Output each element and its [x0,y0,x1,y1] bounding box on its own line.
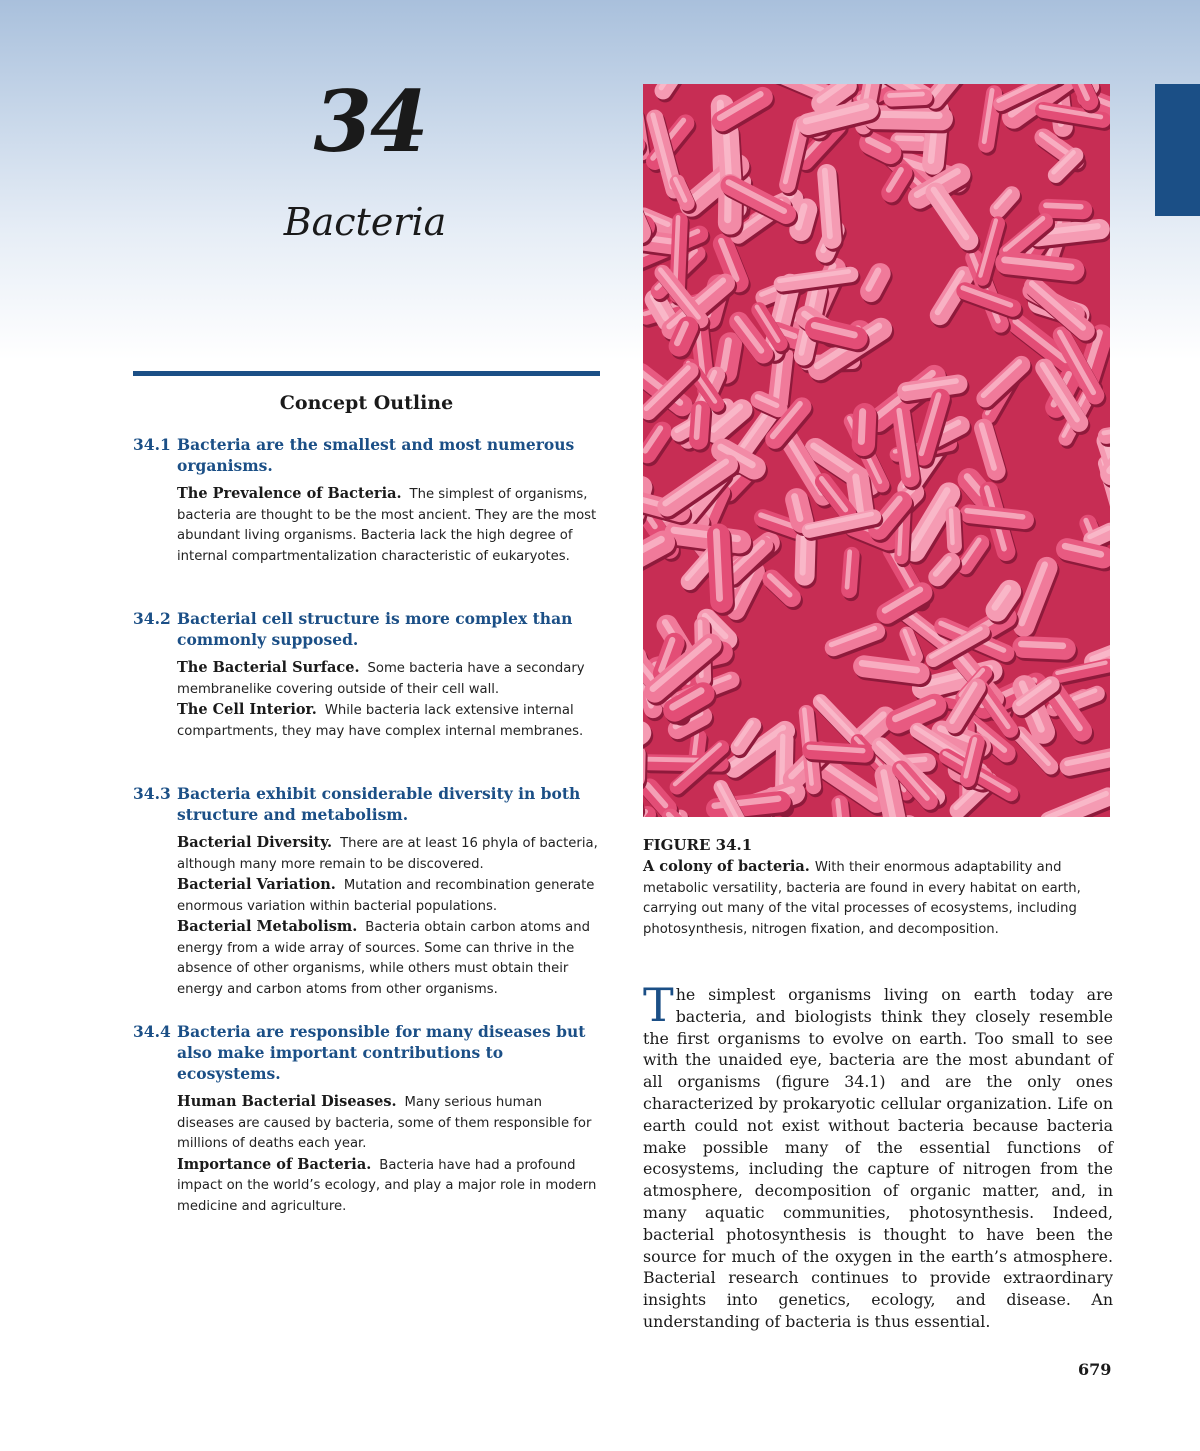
entry-heading: The Bacterial Surface. [177,659,360,676]
outline-section-34-1 [133,434,603,567]
bacterium-highlight [1021,644,1063,646]
bacterium-highlight [872,114,939,115]
bacterium-highlight [861,412,862,442]
concept-outline-heading: Concept Outline [279,392,454,414]
section-number: 34.3 [133,784,171,803]
section-title: Bacteria are the smallest and most numerous organisms. [177,435,575,475]
entry-text: Bacteria have had a profound impact on the world’s ecology, and play a major role in modern medicine and agriculture. [177,1157,597,1214]
entry-text: There are at least 16 phyla of bacteria, although many more remain to be discovered. [177,836,598,872]
entry-text: Many serious human diseases are caused by bacteria, some of them responsible for millions of deaths each year. [177,1095,592,1151]
bacterium-highlight [897,138,921,139]
entry-heading: Human Bacterial Diseases. [177,1093,397,1110]
outline-section-34-2 [133,608,603,742]
outline-entry [177,700,603,742]
intro-paragraph [643,978,1113,1333]
bacterium-highlight [697,407,699,437]
drop-cap: T [643,978,674,1032]
chapter-side-tab [1155,84,1200,216]
bacterium-highlight [1046,205,1081,207]
bacterium-highlight [803,536,804,573]
section-number: 34.4 [133,1022,171,1041]
section-heading [133,608,603,650]
section-number: 34.1 [133,435,171,454]
bacterium-highlight [724,341,729,369]
bacteria-colony-photo [643,84,1110,817]
entry-text: Some bacteria have a secondary membranelike covering outside of their cell wall. [177,661,585,697]
bacterium-highlight [951,511,953,543]
bacterium-highlight [847,552,850,587]
figure-caption [643,857,1113,940]
outline-entry [177,875,603,917]
bacterium-highlight [856,477,861,511]
bacterium-highlight [809,747,863,750]
entry-heading: Bacterial Variation. [177,876,336,893]
outline-entry [177,917,603,1000]
outline-entry [177,1092,603,1155]
outline-entry [177,658,603,700]
outline-entry [177,484,603,567]
section-heading [133,434,603,476]
entry-heading: Importance of Bacteria. [177,1155,372,1173]
section-number: 34.2 [133,609,171,628]
outline-rule [133,371,600,376]
section-title: Bacteria exhibit considerable diversity in both structure and metabolism. [177,784,581,824]
entry-text: Bacteria obtain carbon atoms and energy from a wide array of sources. Some can thrive in the absence of other organisms, while others must obtain their energy and carbon atoms from other organisms. [177,920,590,997]
paragraph-text: he simplest organisms living on earth today are bacteria, and biologists think they closely resemble the first organisms to evolve on earth. Too small to see with the unaided eye, bacteria are the most abundant of all organisms (figure 34.1) and are the only ones characterized by prokaryotic cellular organization. Life on earth could not exist without bacteria because bacteria make possible many of the essential functions of ecosystems, including the capture of nitrogen from the atmosphere, decomposition of organic matter, and, in many aquatic communities, photosynthesis. Indeed, bacterial photosynthesis is thought to have been the source for much of the oxygen in the earth’s atmosphere. Bacterial research continues to provide extraordinary insights into genetics, ecology, and disease. An understanding of bacteria is thus essential. [643,985,1113,1331]
chapter-number: 34 [313,72,427,171]
entry-heading: The Prevalence of Bacteria. [177,485,402,502]
figure-label: FIGURE 34.1 [643,836,753,854]
entry-heading: Bacterial Metabolism. [177,918,358,935]
bacterium-highlight [890,94,923,95]
caption-text: With their enormous adaptability and metabolic versatility, bacteria are found in every habitat on earth, carrying out many of the vital processes of ecosystems, including photosynthesis, nitrogen fixation, and decomposition. [643,860,1081,937]
bacteria-illustration [643,84,1110,817]
entry-heading: The Cell Interior. [177,701,317,718]
outline-entry [177,1155,603,1218]
outline-section-34-4 [133,1021,603,1217]
bacterium-highlight [726,129,729,175]
section-heading [133,783,603,825]
page-number: 679 [1078,1360,1112,1379]
entry-text: The simplest of organisms, bacteria are thought to be the most ancient. They are the most abundant living organisms. Bacteria lack the high degree of internal compartmentalization characteristic of eukaryotes. [177,487,597,564]
bacterium-highlight [716,532,719,599]
chapter-title: Bacteria [283,200,447,244]
section-heading [133,1021,603,1084]
section-title: Bacterial cell structure is more complex than commonly supposed. [177,609,573,649]
outline-section-34-3 [133,783,603,1000]
entry-heading: Bacterial Diversity. [177,834,333,851]
outline-entry [177,833,603,875]
entry-text: While bacteria lack extensive internal compartments, they may have complex internal membranes. [177,703,584,739]
entry-text: Mutation and recombination generate enormous variation within bacterial populations. [177,878,595,914]
caption-heading: A colony of bacteria. [643,858,810,875]
section-title: Bacteria are responsible for many diseases but also make important contributions to ecosystems. [177,1022,586,1083]
